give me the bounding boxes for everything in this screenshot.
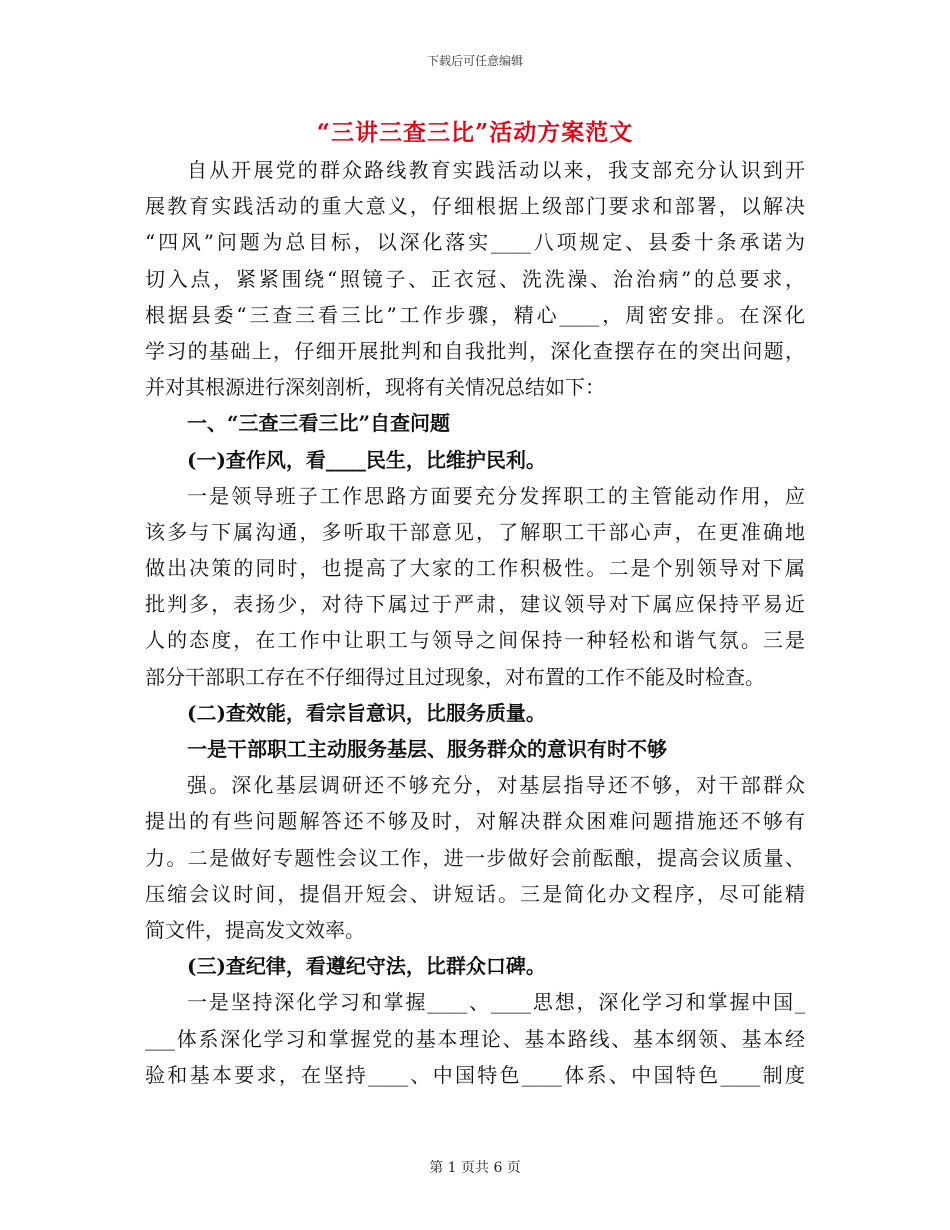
paragraph-line: 该多与下属沟通，多听取干部意见，了解职工干部心声，在更准确地 — [145, 519, 805, 544]
paragraph-line: “四风”问题为总目标，以深化落实____八项规定、县委十条承诺为 — [145, 230, 805, 255]
paragraph-line: 力。二是做好专题性会议工作，进一步做好会前酝酿，提高会议质量、 — [145, 845, 805, 870]
paragraph-line: 做出决策的同时，也提高了大家的工作积极性。二是个别领导对下属 — [145, 556, 805, 581]
section-heading-line: (一)查作风，看____民生，比维护民利。 — [187, 447, 546, 472]
section-heading-line: (二)查效能，看宗旨意识，比服务质量。 — [187, 700, 546, 725]
paragraph-line: 一是领导班子工作思路方面要充分发挥职工的主管能动作用，应 — [187, 483, 805, 508]
paragraph-line: 并对其根源进行深刻剖析，现将有关情况总结如下： — [145, 375, 605, 400]
section-heading-line: (三)查纪律，看遵纪守法，比群众口碑。 — [187, 954, 546, 979]
paragraph-line: 一是坚持深化学习和掌握____、____思想，深化学习和掌握中国_ — [187, 990, 805, 1015]
document-body — [145, 152, 805, 1093]
document-title: “三讲三查三比”活动方案范文 — [316, 119, 634, 146]
paragraph-line: 强。深化基层调研还不够充分，对基层指导还不够，对干部群众 — [187, 773, 805, 798]
paragraph-line: 部分干部职工存在不仔细得过且过现象，对布置的工作不能及时检查。 — [145, 664, 765, 689]
paragraph-line: 自从开展党的群众路线教育实践活动以来，我支部充分认识到开 — [187, 158, 805, 182]
paragraph-line: 切入点，紧紧围绕“照镜子、正衣冠、洗洗澡、治治病”的总要求， — [145, 266, 805, 291]
paragraph-line: 提出的有些问题解答还不够及时，对解决群众困难问题措施还不够有 — [145, 809, 805, 834]
paragraph-line: ___体系深化学习和掌握党的基本理论、基本路线、基本纲领、基本经 — [145, 1026, 805, 1051]
paragraph-line: 人的态度，在工作中让职工与领导之间保持一种轻松和谐气氛。三是 — [145, 628, 805, 653]
paragraph-line: 简文件，提高发文效率。 — [145, 917, 365, 942]
paragraph-line: 批判多，表扬少，对待下属过于严肃，建议领导对下属应保持平易近 — [145, 592, 805, 617]
section-heading-line: 一、“三查三看三比”自查问题 — [187, 411, 451, 436]
paragraph-line: 学习的基础上，仔细开展批判和自我批判，深化查摆存在的突出问题， — [145, 338, 805, 363]
paragraph-line: 压缩会议时间，提倡开短会、讲短话。三是简化办文程序，尽可能精 — [145, 881, 805, 906]
page-footer: 第 1 页共 6 页 — [429, 1160, 521, 1176]
paragraph-line: 根据县委“三查三看三比”工作步骤，精心____，周密安排。在深化 — [145, 302, 805, 327]
paragraph-line: 展教育实践活动的重大意义，仔细根据上级部门要求和部署，以解决 — [145, 194, 805, 219]
section-heading-line: 一是干部职工主动服务基层、服务群众的意识有时不够 — [187, 737, 667, 761]
page-header: 下载后可任意编辑 — [426, 54, 523, 68]
paragraph-line: 验和基本要求，在坚持____、中国特色____体系、中国特色____制度 — [145, 1062, 805, 1087]
